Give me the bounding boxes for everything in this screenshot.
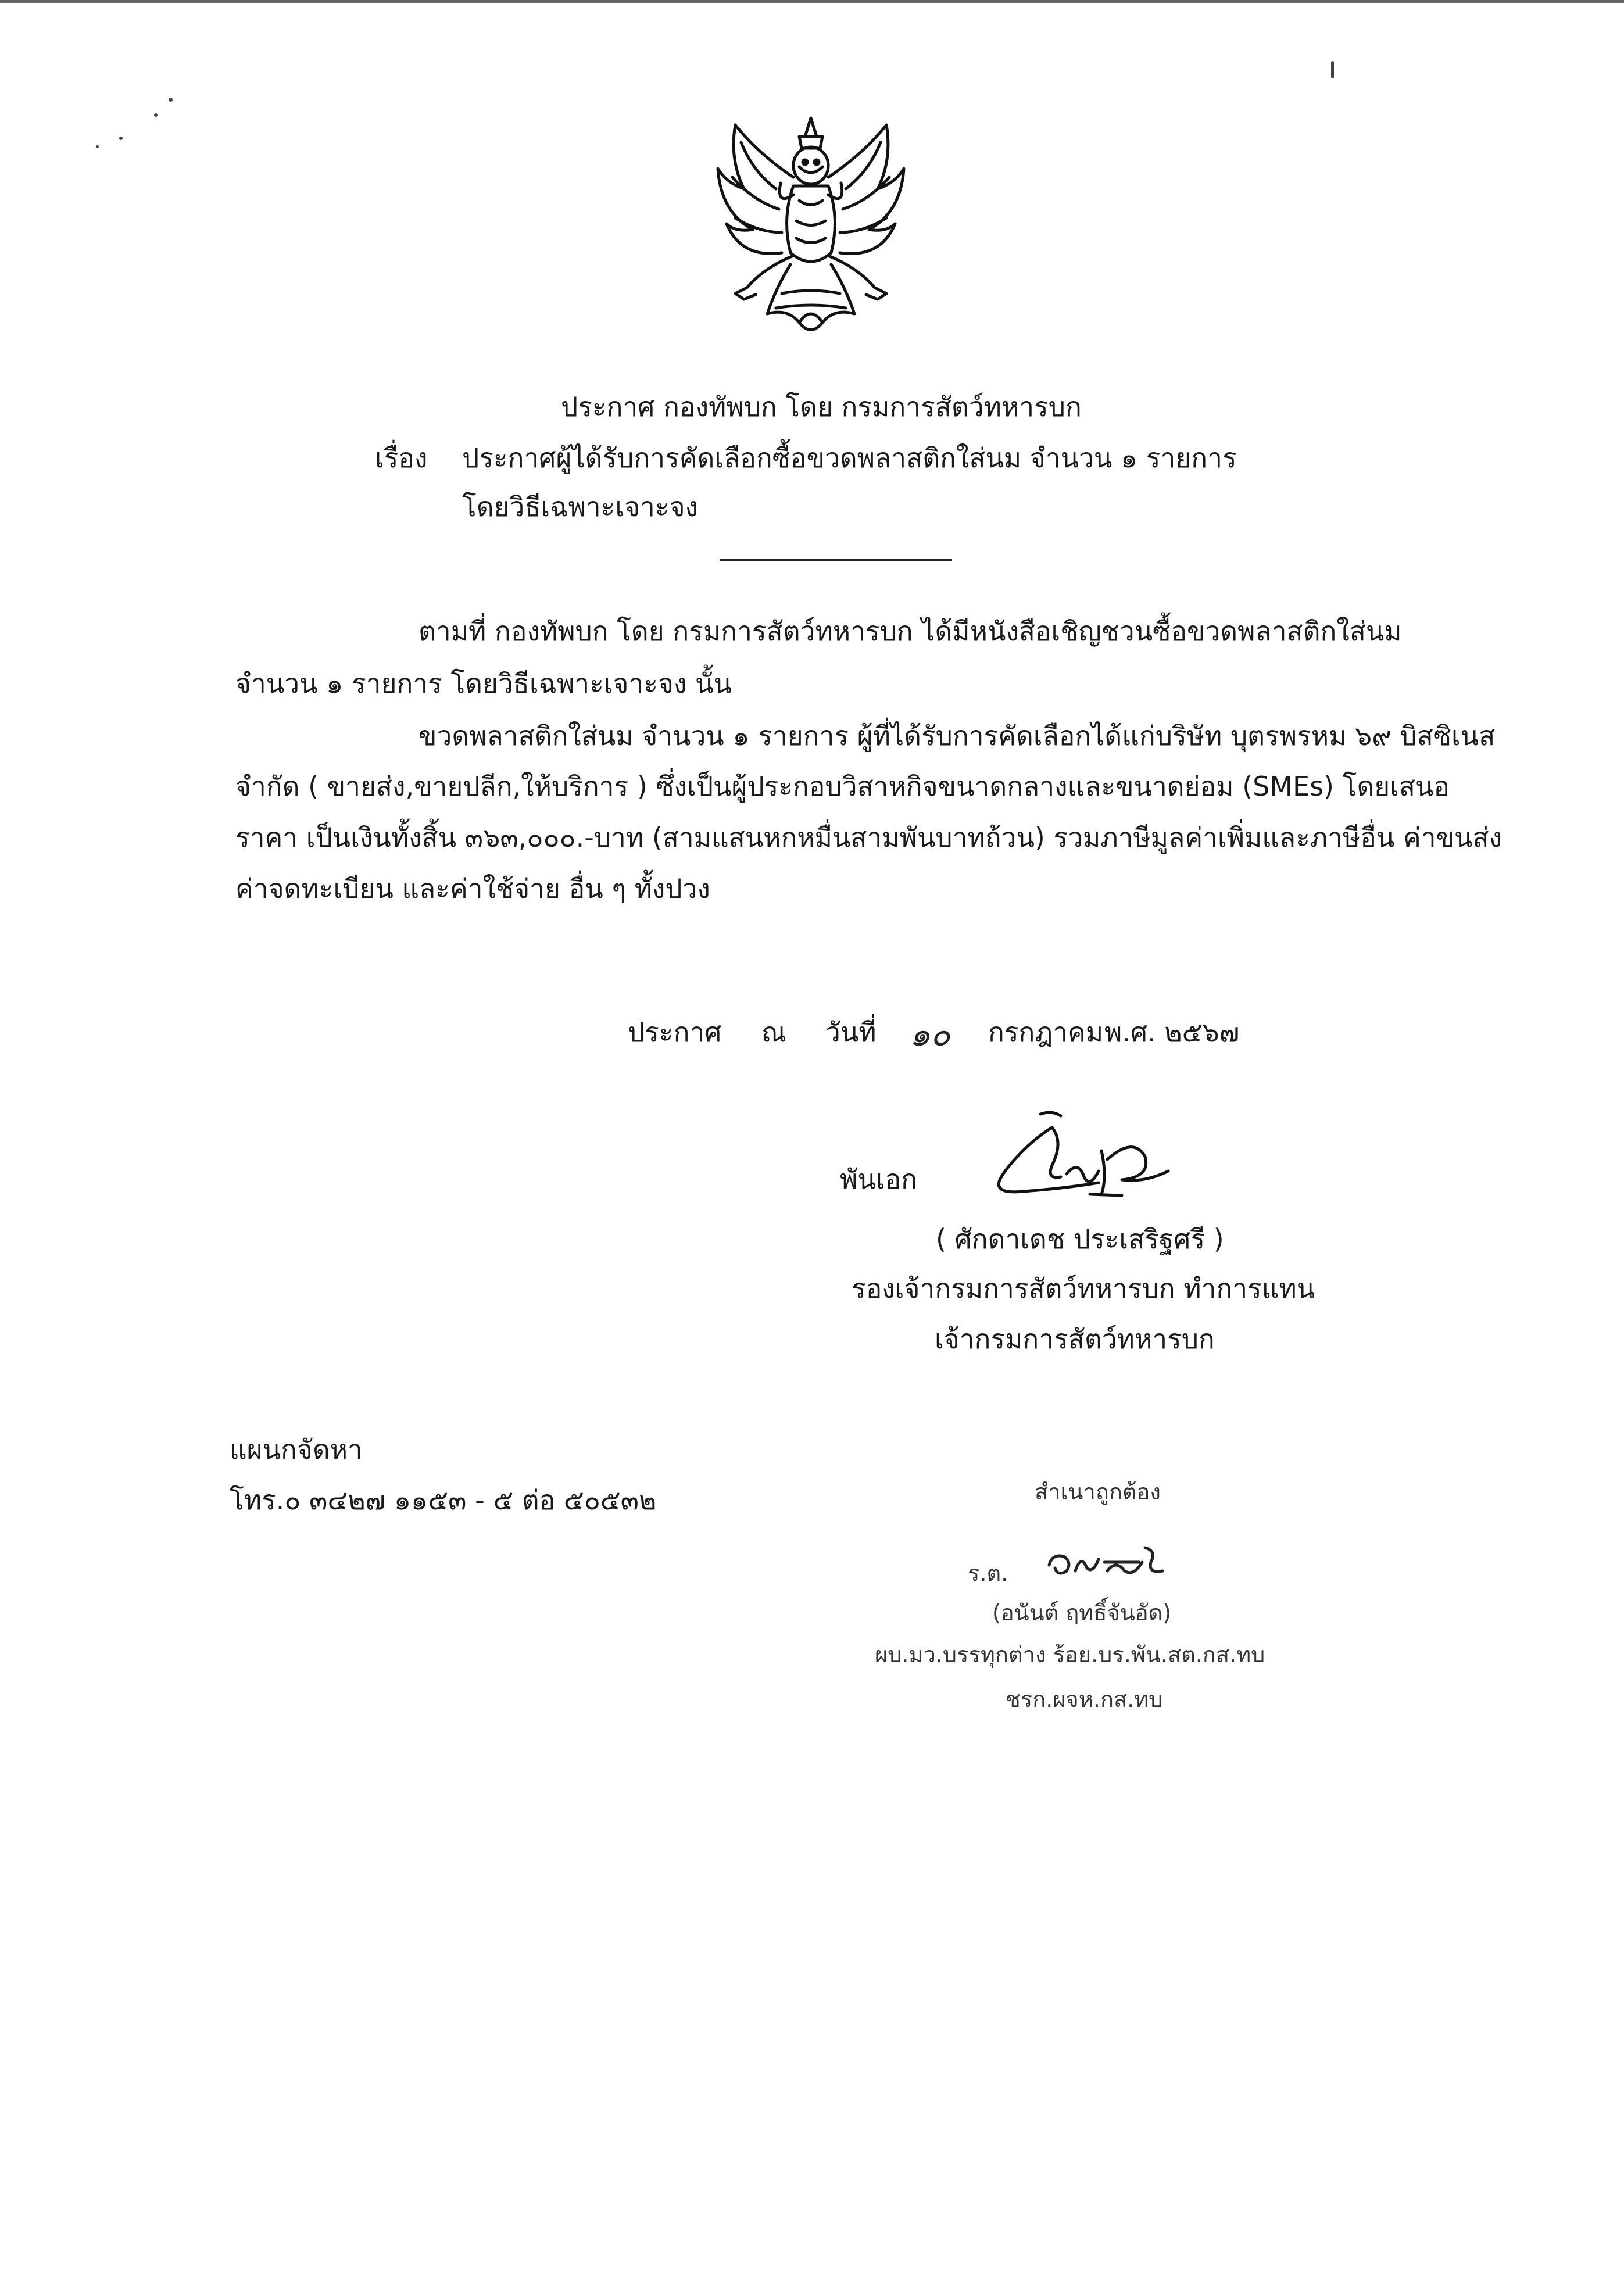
certifier-signature-mark — [1040, 1539, 1174, 1585]
certifier-name: (อนันต์ ฤทธิ์จันอัด) — [992, 1600, 1172, 1626]
scan-speck — [96, 145, 99, 148]
date-year: พ.ศ. ๒๕๖๗ — [1104, 1016, 1240, 1048]
scan-speck — [1331, 61, 1334, 78]
date-day-label: วันที่ — [825, 1016, 877, 1048]
signer-rank: พันเอก — [840, 1164, 917, 1195]
scan-speck — [169, 98, 173, 102]
paragraph-1-line-2: จำนวน ๑ รายการ โดยวิธีเฉพาะเจาะจง นั้น — [235, 668, 732, 699]
header-divider — [720, 559, 952, 561]
subject-label: เรื่อง — [375, 442, 428, 474]
paragraph-2-line-4: ค่าจดทะเบียน และค่าใช้จ่าย อื่น ๆ ทั้งปวง — [235, 873, 710, 904]
department-name: แผนกจัดหา — [230, 1434, 363, 1465]
date-day-handwritten: ๑๐ — [910, 1016, 950, 1054]
paragraph-2-line-2: จำกัด ( ขายส่ง,ขายปลีก,ให้บริการ ) ซึ่งเป็นผู้ประกอบวิสาหกิจขนาดกลางและขนาดย่อม (SMEs) โดยเสนอ — [235, 771, 1450, 802]
announcement-heading: ประกาศ กองทัพบก โดย กรมการสัตว์ทหารบก — [561, 391, 1082, 423]
paragraph-2-line-3: ราคา เป็นเงินทั้งสิ้น ๓๖๓,๐๐๐.-บาท (สามแสนหกหมื่นสามพันบาทถ้วน) รวมภาษีมูลค่าเพิ่มและภาษีอื่น ค่าขนส่ง — [235, 822, 1503, 853]
certifier-position-2: ชรก.ผจห.กส.ทบ — [1006, 1687, 1163, 1712]
subject-line-1: ประกาศผู้ได้รับการคัดเลือกซื้อขวดพลาสติกใส่นม จำนวน ๑ รายการ — [462, 442, 1237, 474]
signature-mark — [982, 1107, 1192, 1206]
garuda-emblem — [712, 113, 910, 343]
paragraph-2-line-1: ขวดพลาสติกใส่นม จำนวน ๑ รายการ ผู้ที่ได้รับการคัดเลือกได้แก่บริษัท บุตรพรหม ๖๙ บิสซิเนส — [418, 720, 1496, 751]
scan-speck — [119, 137, 123, 140]
scan-speck — [154, 113, 158, 117]
certifier-rank: ร.ต. — [968, 1560, 1008, 1586]
date-announce-word: ประกาศ — [628, 1016, 722, 1048]
date-at-word: ณ — [761, 1016, 786, 1048]
signer-name: ( ศักดาเดช ประเสริฐศรี ) — [936, 1223, 1224, 1255]
paragraph-1-line-1: ตามที่ กองทัพบก โดย กรมการสัตว์ทหารบก ได้มีหนังสือเชิญชวนซื้อขวดพลาสติกใส่นม — [418, 615, 1402, 647]
signer-position-2: เจ้ากรมการสัตว์ทหารบก — [935, 1323, 1215, 1355]
date-month: กรกฎาคม — [988, 1016, 1104, 1048]
certifier-position-1: ผบ.มว.บรรทุกต่าง ร้อย.บร.พัน.สต.กส.ทบ — [875, 1642, 1265, 1667]
department-phone: โทร.๐ ๓๔๒๗ ๑๑๕๓ - ๕ ต่อ ๕๐๕๓๒ — [230, 1484, 657, 1516]
subject-line-2: โดยวิธีเฉพาะเจาะจง — [462, 491, 698, 522]
scan-top-edge — [0, 0, 1624, 3]
signer-position-1: รองเจ้ากรมการสัตว์ทหารบก ทำการแทน — [852, 1273, 1315, 1304]
certified-copy-label: สำเนาถูกต้อง — [1035, 1479, 1161, 1505]
